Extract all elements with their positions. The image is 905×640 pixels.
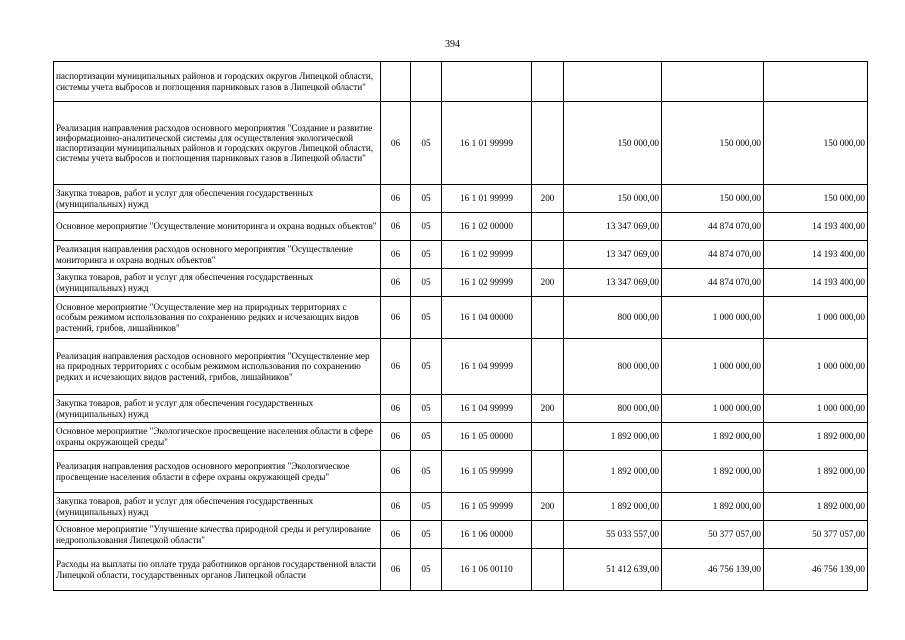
table-row (54, 241, 868, 269)
expense-name-cell: Расходы на выплаты по оплате труда работников органов государственной власти Липецкой области, государственных органов Липецкой области (54, 549, 381, 591)
section-code-cell: 06 (381, 339, 411, 395)
section-code-cell (381, 62, 411, 102)
table-row (54, 521, 868, 549)
expense-type-cell: 200 (532, 493, 564, 521)
amount-year1-cell: 800 000,00 (564, 297, 662, 339)
section-code-cell: 06 (381, 297, 411, 339)
page-number: 394 (445, 39, 460, 50)
amount-year3-cell: 1 892 000,00 (764, 451, 868, 493)
amount-year1-cell (564, 62, 662, 102)
amount-year1-cell: 800 000,00 (564, 339, 662, 395)
amount-year1-cell: 55 033 557,00 (564, 521, 662, 549)
expense-type-cell (532, 339, 564, 395)
expense-name-cell: Реализация направления расходов основного мероприятия "Осуществление мониторинга и охрана водных объектов" (54, 241, 381, 269)
section-code-cell: 06 (381, 549, 411, 591)
target-article-cell: 16 1 05 00000 (442, 423, 532, 451)
table-row (54, 423, 868, 451)
amount-year1-cell: 13 347 069,00 (564, 213, 662, 241)
target-article-cell (442, 62, 532, 102)
table-row (54, 493, 868, 521)
table-row (54, 62, 868, 102)
amount-year2-cell: 44 874 070,00 (662, 269, 764, 297)
amount-year1-cell: 1 892 000,00 (564, 423, 662, 451)
expense-name-cell: Закупка товаров, работ и услуг для обеспечения государственных (муниципальных) нужд (54, 269, 381, 297)
table-row (54, 339, 868, 395)
target-article-cell: 16 1 02 99999 (442, 241, 532, 269)
expense-name-cell: Основное мероприятие "Осуществление мер на природных территориях с особым режимом использования по сохранению редких и исчезающих видов растений, грибов, лишайников" (54, 297, 381, 339)
amount-year3-cell (764, 62, 868, 102)
target-article-cell: 16 1 01 99999 (442, 102, 532, 185)
target-article-cell: 16 1 06 00000 (442, 521, 532, 549)
amount-year3-cell: 50 377 057,00 (764, 521, 868, 549)
table-row (54, 297, 868, 339)
amount-year2-cell (662, 62, 764, 102)
subsection-code-cell: 05 (411, 521, 442, 549)
section-code-cell: 06 (381, 102, 411, 185)
expense-type-cell (532, 549, 564, 591)
target-article-cell: 16 1 05 99999 (442, 493, 532, 521)
amount-year3-cell: 150 000,00 (764, 102, 868, 185)
target-article-cell: 16 1 04 99999 (442, 395, 532, 423)
amount-year3-cell: 1 000 000,00 (764, 297, 868, 339)
section-code-cell: 06 (381, 241, 411, 269)
amount-year1-cell: 150 000,00 (564, 102, 662, 185)
subsection-code-cell: 05 (411, 185, 442, 213)
expense-type-cell (532, 102, 564, 185)
expense-type-cell: 200 (532, 395, 564, 423)
amount-year3-cell: 1 892 000,00 (764, 493, 868, 521)
budget-table (53, 61, 868, 591)
table-row (54, 549, 868, 591)
expense-type-cell (532, 521, 564, 549)
expense-type-cell (532, 297, 564, 339)
target-article-cell: 16 1 02 00000 (442, 213, 532, 241)
amount-year3-cell: 1 000 000,00 (764, 395, 868, 423)
amount-year1-cell: 800 000,00 (564, 395, 662, 423)
section-code-cell: 06 (381, 213, 411, 241)
amount-year2-cell: 1 000 000,00 (662, 339, 764, 395)
subsection-code-cell: 05 (411, 395, 442, 423)
section-code-cell: 06 (381, 493, 411, 521)
amount-year1-cell: 13 347 069,00 (564, 269, 662, 297)
expense-type-cell (532, 451, 564, 493)
subsection-code-cell: 05 (411, 269, 442, 297)
amount-year1-cell: 51 412 639,00 (564, 549, 662, 591)
section-code-cell: 06 (381, 395, 411, 423)
target-article-cell: 16 1 04 99999 (442, 339, 532, 395)
target-article-cell: 16 1 04 00000 (442, 297, 532, 339)
section-code-cell: 06 (381, 521, 411, 549)
amount-year1-cell: 13 347 069,00 (564, 241, 662, 269)
expense-type-cell (532, 62, 564, 102)
budget-table-body (54, 62, 868, 591)
table-row (54, 185, 868, 213)
table-row (54, 213, 868, 241)
section-code-cell: 06 (381, 269, 411, 297)
expense-type-cell (532, 241, 564, 269)
amount-year2-cell: 1 000 000,00 (662, 297, 764, 339)
subsection-code-cell: 05 (411, 339, 442, 395)
amount-year3-cell: 14 193 400,00 (764, 213, 868, 241)
expense-name-cell: Основное мероприятие "Экологическое просвещение населения области в сфере охраны окружающей среды" (54, 423, 381, 451)
amount-year2-cell: 150 000,00 (662, 102, 764, 185)
expense-type-cell: 200 (532, 269, 564, 297)
target-article-cell: 16 1 06 00110 (442, 549, 532, 591)
target-article-cell: 16 1 05 99999 (442, 451, 532, 493)
target-article-cell: 16 1 01 99999 (442, 185, 532, 213)
subsection-code-cell: 05 (411, 451, 442, 493)
amount-year2-cell: 50 377 057,00 (662, 521, 764, 549)
amount-year3-cell: 14 193 400,00 (764, 241, 868, 269)
expense-name-cell: Основное мероприятие "Осуществление мониторинга и охрана водных объектов" (54, 213, 381, 241)
table-row (54, 451, 868, 493)
expense-name-cell: Закупка товаров, работ и услуг для обеспечения государственных (муниципальных) нужд (54, 395, 381, 423)
subsection-code-cell: 05 (411, 102, 442, 185)
amount-year2-cell: 44 874 070,00 (662, 241, 764, 269)
table-row (54, 102, 868, 185)
target-article-cell: 16 1 02 99999 (442, 269, 532, 297)
amount-year1-cell: 150 000,00 (564, 185, 662, 213)
subsection-code-cell: 05 (411, 241, 442, 269)
expense-name-cell: Реализация направления расходов основного мероприятия "Создание и развитие информационно-аналитической системы для осуществления экологической паспортизации муниципальных районов и городских округов Липецкой области, системы учета выбросов и поглощения парниковых газов в Липецкой области" (54, 102, 381, 185)
expense-type-cell (532, 213, 564, 241)
amount-year3-cell: 150 000,00 (764, 185, 868, 213)
amount-year2-cell: 1 892 000,00 (662, 451, 764, 493)
amount-year2-cell: 44 874 070,00 (662, 213, 764, 241)
amount-year1-cell: 1 892 000,00 (564, 493, 662, 521)
amount-year3-cell: 14 193 400,00 (764, 269, 868, 297)
amount-year3-cell: 1 000 000,00 (764, 339, 868, 395)
subsection-code-cell: 05 (411, 549, 442, 591)
amount-year1-cell: 1 892 000,00 (564, 451, 662, 493)
amount-year2-cell: 1 892 000,00 (662, 423, 764, 451)
subsection-code-cell (411, 62, 442, 102)
expense-type-cell (532, 423, 564, 451)
subsection-code-cell: 05 (411, 493, 442, 521)
subsection-code-cell: 05 (411, 423, 442, 451)
expense-name-cell: паспортизации муниципальных районов и городских округов Липецкой области, системы учета выбросов и поглощения парниковых газов в Липецкой области" (54, 62, 381, 102)
subsection-code-cell: 05 (411, 213, 442, 241)
subsection-code-cell: 05 (411, 297, 442, 339)
amount-year2-cell: 46 756 139,00 (662, 549, 764, 591)
section-code-cell: 06 (381, 423, 411, 451)
expense-type-cell: 200 (532, 185, 564, 213)
section-code-cell: 06 (381, 185, 411, 213)
amount-year3-cell: 46 756 139,00 (764, 549, 868, 591)
amount-year3-cell: 1 892 000,00 (764, 423, 868, 451)
amount-year2-cell: 1 000 000,00 (662, 395, 764, 423)
expense-name-cell: Закупка товаров, работ и услуг для обеспечения государственных (муниципальных) нужд (54, 493, 381, 521)
expense-name-cell: Реализация направления расходов основного мероприятия "Осуществление мер на природных территориях с особым режимом использования по сохранению редких и исчезающих видов растений, грибов, лишайников" (54, 339, 381, 395)
table-row (54, 269, 868, 297)
table-row (54, 395, 868, 423)
expense-name-cell: Закупка товаров, работ и услуг для обеспечения государственных (муниципальных) нужд (54, 185, 381, 213)
expense-name-cell: Реализация направления расходов основного мероприятия "Экологическое просвещение населения области в сфере охраны окружающей среды" (54, 451, 381, 493)
expense-name-cell: Основное мероприятие "Улучшение качества природной среды и регулирование недропользования Липецкой области" (54, 521, 381, 549)
section-code-cell: 06 (381, 451, 411, 493)
amount-year2-cell: 1 892 000,00 (662, 493, 764, 521)
amount-year2-cell: 150 000,00 (662, 185, 764, 213)
